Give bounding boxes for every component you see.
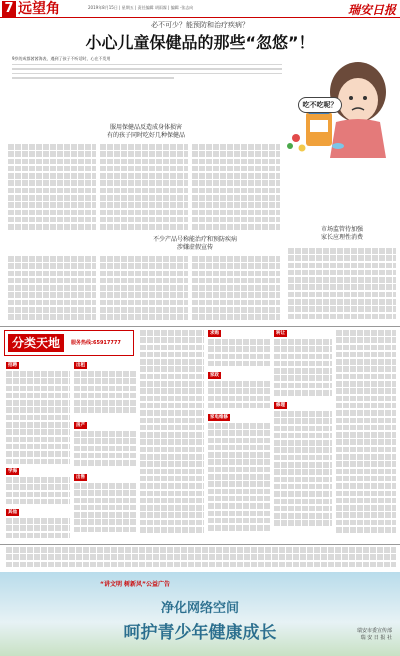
subhead-3	[288, 226, 396, 242]
section-divider	[0, 326, 400, 327]
classified-column	[208, 339, 270, 369]
body-column	[100, 256, 188, 324]
subhead-3-line1: 市场监管待加强	[320, 226, 363, 233]
category-tag: 招聘	[8, 363, 17, 368]
classified-column	[6, 371, 70, 466]
body-column	[192, 256, 280, 324]
category-tag: 其他	[8, 510, 17, 515]
article-lead	[12, 56, 282, 79]
classified-column	[208, 381, 270, 411]
subhead-2	[110, 236, 280, 252]
classified-column	[6, 518, 70, 542]
category-tag: 家电维修	[210, 415, 228, 420]
body-column	[100, 144, 188, 234]
subhead-2-line2: 涉嫌虚假宣传	[176, 244, 213, 251]
section-divider	[0, 544, 400, 545]
classified-column	[208, 423, 270, 541]
body-column	[8, 256, 96, 324]
body-column	[288, 248, 396, 324]
illustration-child-pills	[276, 50, 398, 158]
page-number: 7	[2, 1, 16, 17]
body-column	[8, 144, 96, 234]
body-column	[192, 144, 280, 234]
subhead-2-line1: 不少产品号称能治疗和预防疾病	[152, 236, 237, 243]
ad-slogan-line2: 呵护青少年健康成长	[123, 623, 277, 643]
category-tag: 出售	[76, 475, 85, 480]
subhead-1-line2: 有的孩子同时吃好几种保健品	[106, 132, 185, 139]
notice-strip	[6, 547, 396, 569]
classified-column	[6, 477, 70, 507]
classified-column	[274, 411, 332, 541]
classified-column	[140, 330, 204, 542]
classifieds-header	[4, 330, 134, 356]
classified-column	[336, 330, 396, 542]
classifieds-title: 分类天地	[8, 334, 64, 352]
subhead-1	[66, 124, 226, 140]
category-tag: 家政	[210, 373, 219, 378]
category-tag: 学海	[8, 469, 17, 474]
masthead	[0, 0, 400, 18]
article-kicker: 必不可少？能预防和治疗疾病？	[151, 21, 249, 29]
masthead-meta: 2019年8月15日 | 星期五 | 责任编辑 胡雨霖 | 编辑 ·张志向	[88, 5, 194, 10]
classified-column	[74, 371, 136, 419]
category-tag: 求购	[210, 331, 219, 336]
ad-slogan-line1: 净化网络空间	[160, 601, 239, 616]
newspaper-logo: 瑞安日报	[347, 3, 396, 17]
category-tag: 房产	[76, 423, 85, 428]
category-tag: 出租	[76, 363, 85, 368]
classified-column	[274, 339, 332, 399]
subhead-1-line1: 服用保健品反造成身体损害	[109, 124, 182, 131]
category-tag: 转让	[276, 331, 285, 336]
classified-column	[74, 431, 136, 471]
classifieds-phone: 服务热线:65917777	[71, 340, 121, 346]
ad-tag: “讲文明 树新风”公益广告	[100, 581, 170, 588]
speech-bubble: 吃不吃呢？	[298, 97, 342, 113]
article-headline: 小心儿童保健品的那些“忽悠”！	[85, 33, 315, 52]
category-tag: 修理	[276, 403, 285, 408]
lead-text: 9岁的成都茜茜海表，遇到了孩子不听话时，心在不发用	[12, 56, 111, 61]
section-title: 远望角	[18, 1, 60, 17]
ad-organizer-line1: 瑞安市委宣传部	[356, 628, 392, 634]
ad-organizer-line2: 瑞 安 日 报 社	[360, 635, 392, 641]
subhead-3-line2: 家长应理性消费	[320, 234, 363, 241]
ad-organizer	[357, 628, 392, 642]
classified-column	[74, 483, 136, 543]
